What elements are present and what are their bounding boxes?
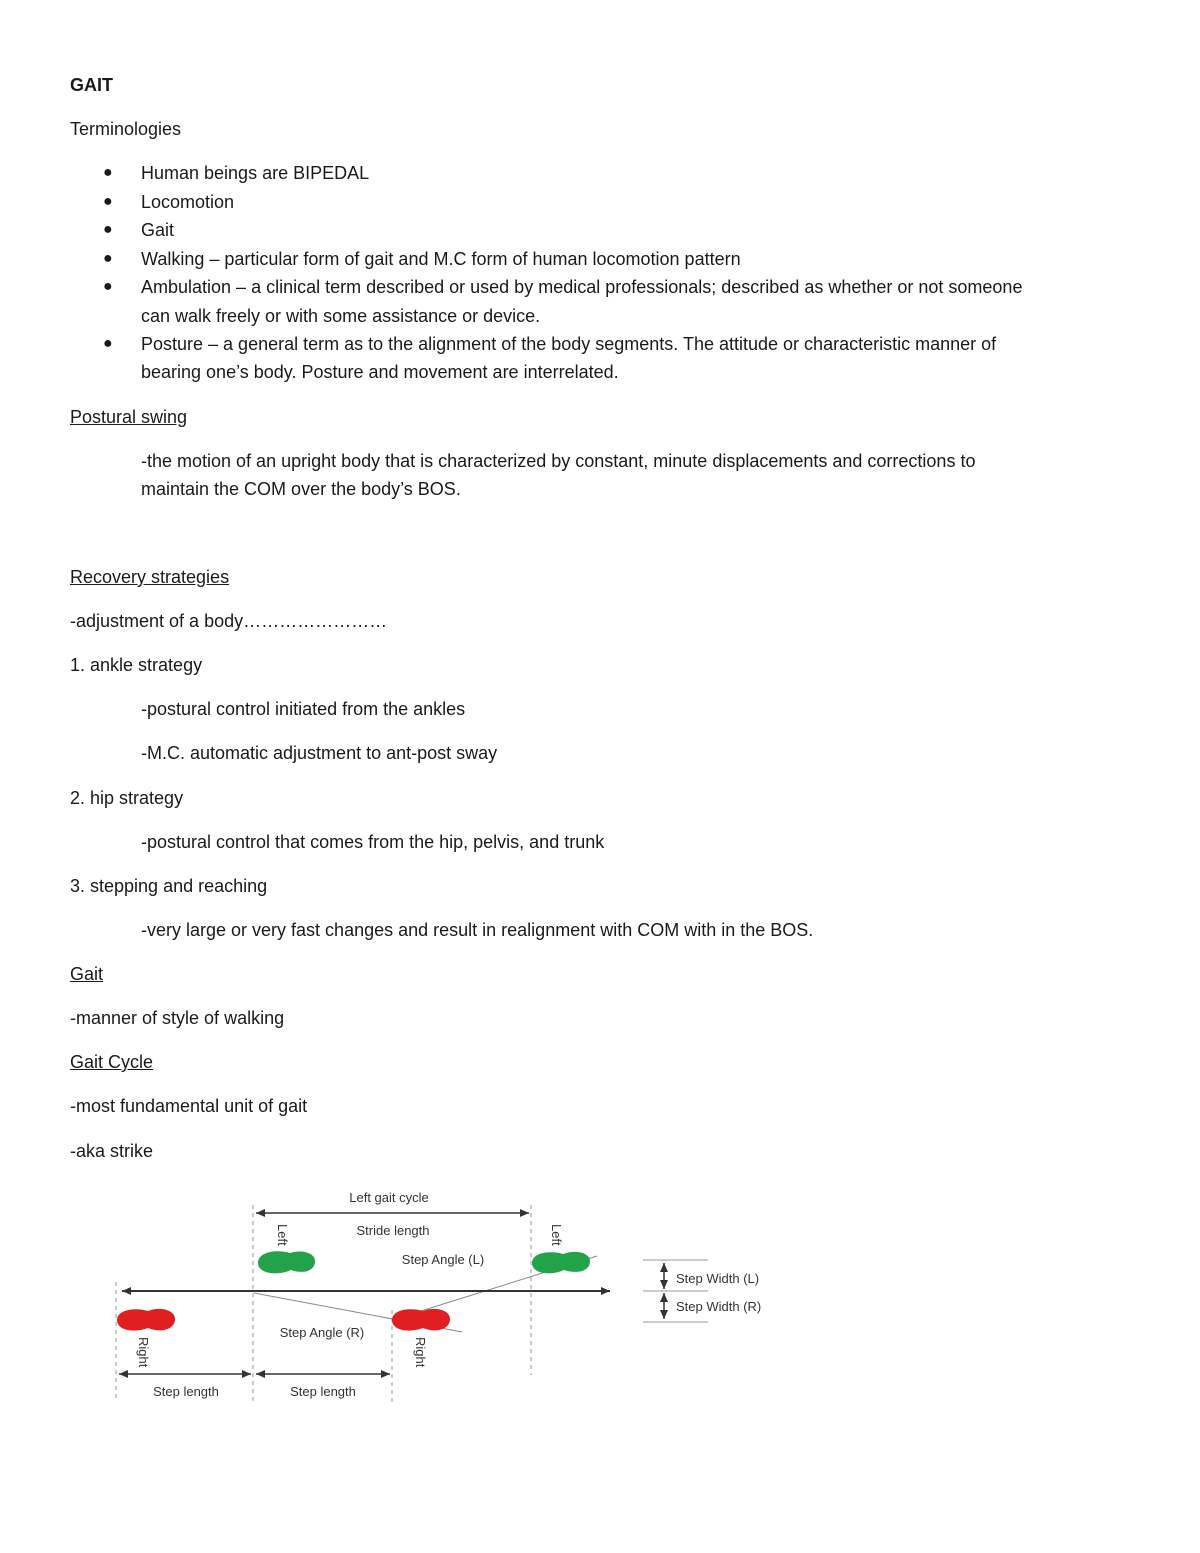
- bullet-item-continuation: can walk freely or with some assistance or device.: [141, 306, 541, 326]
- gait-cycle-text: -aka strike: [70, 1141, 154, 1161]
- strategy-title: 1. ankle strategy: [70, 655, 203, 675]
- doc-title: GAIT: [70, 75, 113, 95]
- bullet-item: Ambulation – a clinical term described or used by medical professionals; described as whether or not someone: [141, 277, 1023, 297]
- guide-lines: [116, 1205, 531, 1405]
- step-width-r-label: Step Width (R): [676, 1299, 762, 1314]
- bullet-dot: ●: [103, 221, 113, 238]
- right-label: Right: [136, 1337, 151, 1368]
- recovery-heading: Recovery strategies: [70, 567, 230, 587]
- strategy-desc: -very large or very fast changes and result in realignment with COM with in the BOS.: [141, 920, 814, 940]
- step-angle-r-label: Step Angle (R): [279, 1325, 365, 1340]
- recovery-intro: -adjustment of a body……………………: [70, 611, 388, 631]
- step-length-label: Step length: [290, 1384, 356, 1399]
- bullet-item: Gait: [141, 220, 175, 240]
- bullet-item: Locomotion: [141, 192, 235, 212]
- strategy-title: 3. stepping and reaching: [70, 876, 268, 896]
- postural-swing-text: -the motion of an upright body that is characterized by constant, minute displacements and corrections to: [141, 451, 976, 471]
- left-gait-cycle-label: Left gait cycle: [349, 1190, 429, 1205]
- bullet-dot: ●: [103, 250, 113, 267]
- right-label: Right: [413, 1337, 428, 1368]
- left-foot-print: [258, 1251, 315, 1273]
- step-length-label: Step length: [153, 1384, 219, 1399]
- strategy-desc: -postural control that comes from the hip, pelvis, and trunk: [141, 832, 605, 852]
- bullet-item: Posture – a general term as to the alignment of the body segments. The attitude or characteristic manner of: [141, 334, 997, 354]
- bullet-dot: ●: [103, 335, 113, 352]
- left-label: Left: [549, 1224, 564, 1246]
- bullet-item: Walking – particular form of gait and M.C form of human locomotion pattern: [141, 249, 741, 269]
- right-foot-print: [117, 1309, 175, 1331]
- stride-length-label: Stride length: [356, 1223, 430, 1238]
- right-foot-print: [392, 1309, 450, 1331]
- bullet-dot: ●: [103, 164, 113, 181]
- gait-cycle-text: -most fundamental unit of gait: [70, 1096, 308, 1116]
- gait-definition: -manner of style of walking: [70, 1008, 285, 1028]
- strategy-title: 2. hip strategy: [70, 788, 184, 808]
- bullet-item: Human beings are BIPEDAL: [141, 163, 370, 183]
- bullet-dot: ●: [103, 278, 113, 295]
- postural-swing-heading: Postural swing: [70, 407, 188, 427]
- bullet-item-continuation: bearing one’s body. Posture and movement are interrelated.: [141, 362, 619, 382]
- bullet-dot: ●: [103, 193, 113, 210]
- strategy-desc: -M.C. automatic adjustment to ant-post sway: [141, 743, 498, 763]
- strategy-desc: -postural control initiated from the ankles: [141, 699, 466, 719]
- terminologies-heading: Terminologies: [70, 119, 182, 139]
- step-angle-l-label: Step Angle (L): [401, 1252, 485, 1267]
- postural-swing-text: maintain the COM over the body’s BOS.: [141, 479, 461, 499]
- step-width-l-label: Step Width (L): [676, 1271, 760, 1286]
- left-label: Left: [275, 1224, 290, 1246]
- gait-heading: Gait: [70, 964, 104, 984]
- left-foot-print: [532, 1252, 590, 1274]
- gait-cycle-heading: Gait Cycle: [70, 1052, 154, 1072]
